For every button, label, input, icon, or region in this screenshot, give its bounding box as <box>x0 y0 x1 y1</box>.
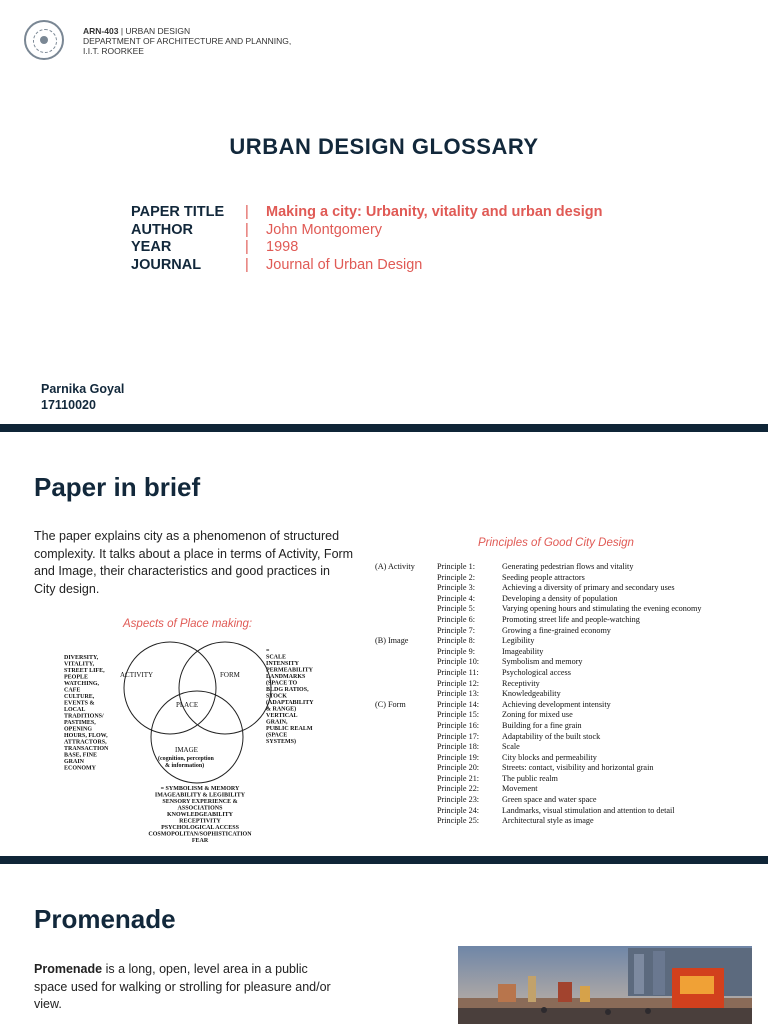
venn-attribute: TRADITIONS/ <box>64 713 104 720</box>
principle-number: Principle 23: <box>437 795 480 805</box>
principle-number: Principle 12: <box>437 678 480 688</box>
principle-text: Symbolism and memory <box>502 657 583 667</box>
meta-key: PAPER TITLE <box>131 204 225 220</box>
principle-text: Psychological access <box>502 667 571 677</box>
section-heading: Paper in brief <box>34 472 201 502</box>
principle-number: Principle 18: <box>437 742 480 752</box>
principle-group <box>375 689 437 700</box>
venn-attribute: TRANSACTION <box>64 746 109 752</box>
meta-value: Making a city: Urbanity, vitality and urban design <box>266 204 603 220</box>
principles-table <box>375 562 701 827</box>
venn-attribute: BASE, FINE <box>64 752 98 759</box>
principle-number: Principle 22: <box>437 784 480 794</box>
principle-text: Legibility <box>502 636 535 646</box>
meta-row-author <box>131 222 603 240</box>
venn-attribute: STREET LIFE, <box>64 668 105 674</box>
principle-text: Receptivity <box>502 678 540 688</box>
venn-attribute: LANDMARKS <box>266 674 306 680</box>
principle-text: Growing a fine-grained economy <box>502 625 611 635</box>
principle-row <box>375 816 701 827</box>
principle-row <box>375 583 701 594</box>
venn-attribute: (SPACE TO <box>266 680 298 687</box>
form-attributes-list <box>266 648 314 745</box>
principle-text: Achieving a diversity of primary and secondary uses <box>502 583 675 593</box>
principle-number: Principle 1: <box>437 562 475 571</box>
promenade-term: Promenade <box>34 962 103 976</box>
venn-activity-label: ACTIVITY <box>120 671 154 679</box>
principle-text: Generating pedestrian flows and vitality <box>502 562 634 571</box>
venn-attribute: ECONOMY <box>64 765 96 772</box>
image-attributes-list <box>148 786 252 844</box>
venn-attribute: WATCHING, <box>64 681 100 687</box>
venn-attribute: (SPACE <box>266 732 288 739</box>
principle-group <box>375 573 437 584</box>
venn-attribute: ATTRACTORS, <box>64 739 107 746</box>
principle-group <box>375 626 437 637</box>
principle-group <box>375 668 437 679</box>
principle-number: Principle 21: <box>437 773 480 783</box>
course-code: ARN-403 <box>83 26 119 36</box>
venn-attribute: (ADAPTABILITY <box>266 700 314 706</box>
principle-number: Principle 2: <box>437 572 475 582</box>
principle-row <box>375 721 701 732</box>
principle-row <box>375 763 701 774</box>
venn-attribute: CULTURE, <box>64 694 95 700</box>
principle-row <box>375 806 701 817</box>
principle-number: Principle 24: <box>437 805 480 815</box>
principle-row <box>375 679 701 690</box>
venn-attribute: VERTICAL <box>266 713 298 719</box>
venn-place-label: PLACE <box>176 701 199 709</box>
venn-attribute: RECEPTIVITY <box>179 818 221 825</box>
aspects-caption: Aspects of Place making: <box>123 618 253 630</box>
paper-meta <box>131 204 603 274</box>
principle-text: Scale <box>502 742 520 752</box>
principle-text: Green space and water space <box>502 795 597 805</box>
principle-row <box>375 732 701 743</box>
venn-attribute: VITALITY, <box>64 661 95 668</box>
venn-attribute: SENSORY EXPERIENCE & <box>162 799 238 805</box>
meta-key: JOURNAL <box>131 256 202 273</box>
course-header <box>83 26 291 56</box>
principle-group <box>375 679 437 690</box>
principle-number: Principle 14: <box>437 699 480 709</box>
activity-circle <box>124 642 216 734</box>
principle-group <box>375 710 437 721</box>
venn-attribute: & RANGE) <box>266 706 297 713</box>
meta-separator: | <box>245 221 249 238</box>
meta-key: AUTHOR <box>131 221 194 238</box>
promenade-definition-text: is a long, open, level area in a public space used for walking or strolling for pleasure and/or view. <box>34 962 331 1011</box>
principle-text: Architectural style as image <box>502 816 594 826</box>
principle-row <box>375 604 701 615</box>
meta-row-journal <box>131 257 603 275</box>
venn-attribute: OPENING <box>64 726 93 733</box>
principle-row <box>375 573 701 584</box>
principle-group <box>375 742 437 753</box>
venn-attribute: SCALE <box>266 654 287 661</box>
venn-attribute: STOCK <box>266 693 287 700</box>
principles-caption: Principles of Good City Design <box>478 537 634 549</box>
venn-image-sub: & information) <box>165 763 205 769</box>
venn-attribute: = <box>266 648 270 654</box>
principle-group <box>375 604 437 615</box>
principle-row <box>375 636 701 647</box>
principle-text: Developing a density of population <box>502 593 618 603</box>
principle-text: Landmarks, visual stimulation and attention to detail <box>502 805 675 815</box>
principle-number: Principle 19: <box>437 752 480 762</box>
section-heading: Promenade <box>34 904 176 934</box>
principle-number: Principle 11: <box>437 667 479 677</box>
principle-number: Principle 6: <box>437 614 475 624</box>
venn-attribute: SYSTEMS) <box>266 739 297 745</box>
meta-value: John Montgomery <box>266 221 383 238</box>
student-roll: 17110020 <box>41 398 96 412</box>
department: DEPARTMENT OF ARCHITECTURE AND PLANNING, <box>83 36 292 46</box>
principle-text: Adaptability of the built stock <box>502 731 601 741</box>
principle-number: Principle 10: <box>437 657 480 667</box>
meta-separator: | <box>245 204 249 220</box>
principle-text: Movement <box>502 784 538 794</box>
principle-row <box>375 615 701 626</box>
principle-group: (B) Image <box>375 636 409 646</box>
principle-text: Promoting street life and people-watching <box>502 614 640 624</box>
principle-number: Principle 5: <box>437 604 475 614</box>
principle-group <box>375 583 437 594</box>
venn-attribute: KNOWLEDGEABILITY <box>166 812 234 818</box>
principle-row <box>375 657 701 668</box>
principle-number: Principle 9: <box>437 646 475 656</box>
venn-attribute: CAFE <box>64 687 81 694</box>
principle-row <box>375 753 701 764</box>
meta-key: YEAR <box>131 239 172 255</box>
venn-attribute: PEOPLE <box>64 674 89 681</box>
principle-text: Streets: contact, visibility and horizontal grain <box>502 763 654 773</box>
principle-text: Achieving development intensity <box>502 699 611 709</box>
principle-row <box>375 689 701 700</box>
principle-number: Principle 16: <box>437 720 480 730</box>
venn-attribute: PERMEABILITY <box>266 667 314 674</box>
principle-text: Seeding people attractors <box>502 572 585 582</box>
principle-group <box>375 774 437 785</box>
principle-number: Principle 13: <box>437 689 480 699</box>
principle-group <box>375 721 437 732</box>
title-slide <box>0 0 768 424</box>
principle-group: (C) Form <box>375 699 406 709</box>
principle-text: Varying opening hours and stimulating the evening economy <box>502 604 702 614</box>
principle-row <box>375 647 701 658</box>
principle-text: City blocks and permeability <box>502 752 597 762</box>
principle-group <box>375 732 437 743</box>
principle-text: Knowledgeability <box>502 689 561 699</box>
principle-row <box>375 742 701 753</box>
principle-group <box>375 816 437 827</box>
meta-row-paper-title <box>131 204 603 222</box>
divider-band <box>0 856 768 864</box>
principle-group <box>375 647 437 658</box>
principle-group <box>375 615 437 626</box>
venn-form-label: FORM <box>220 671 240 679</box>
meta-separator: | <box>245 239 249 255</box>
principle-group <box>375 784 437 795</box>
venn-attribute: HOURS, FLOW, <box>64 733 108 739</box>
brief-text: The paper explains city as a phenomenon of structured complexity. It talks about a place in terms of Activity, Form and Image, their characteristics and good practices in City design. <box>34 529 354 596</box>
principle-number: Principle 8: <box>437 636 475 646</box>
principle-group <box>375 594 437 605</box>
principle-number: Principle 17: <box>437 731 480 741</box>
venn-attribute: BLDG RATIOS, <box>266 687 309 693</box>
principle-group <box>375 806 437 817</box>
divider-band <box>0 424 768 432</box>
principle-text: Building for a fine grain <box>502 720 582 730</box>
venn-attribute: LOCAL <box>64 707 86 713</box>
principle-number: Principle 3: <box>437 583 475 593</box>
student-info <box>41 381 124 413</box>
principle-group: (A) Activity <box>375 562 415 571</box>
venn-attribute: IMAGEABILITY & LEGIBILITY <box>154 792 246 799</box>
principle-row <box>375 700 701 711</box>
venn-attribute: EVENTS & <box>64 700 95 707</box>
activity-attributes-list <box>64 655 109 772</box>
principle-text: Zoning for mixed use <box>502 710 573 720</box>
venn-attribute: ASSOCIATIONS <box>177 805 223 812</box>
principle-number: Principle 7: <box>437 625 475 635</box>
venn-attribute: = SYMBOLISM & MEMORY <box>160 786 240 792</box>
principle-row <box>375 594 701 605</box>
promenade-definition <box>34 961 334 1014</box>
principle-group <box>375 763 437 774</box>
paper-brief-slide <box>0 432 768 856</box>
principle-number: Principle 20: <box>437 763 480 773</box>
form-circle <box>179 642 271 734</box>
venn-image-sub: (cognition, perception <box>158 756 214 762</box>
principle-row <box>375 562 701 573</box>
venn-attribute: PUBLIC REALM <box>266 726 313 732</box>
principle-group <box>375 657 437 668</box>
iit-roorkee-seal-icon <box>24 20 64 60</box>
student-name: Parnika Goyal <box>41 382 125 396</box>
principle-row <box>375 795 701 806</box>
principle-text: The public realm <box>502 773 558 783</box>
promenade-slide <box>0 864 768 1024</box>
meta-row-year <box>131 239 603 257</box>
principle-number: Principle 15: <box>437 710 480 720</box>
meta-value: 1998 <box>266 239 299 255</box>
venn-attribute: PASTIMES, <box>64 720 96 726</box>
principle-group <box>375 795 437 806</box>
principle-row <box>375 774 701 785</box>
principle-text: Imageability <box>502 646 544 656</box>
venn-attribute: DIVERSITY, <box>64 655 99 661</box>
principle-number: Principle 4: <box>437 593 475 603</box>
principle-row <box>375 626 701 637</box>
venn-attribute: PSYCHOLOGICAL ACCESS <box>161 825 239 831</box>
principle-row <box>375 710 701 721</box>
course-name: | URBAN DESIGN <box>120 26 191 36</box>
meta-value: Journal of Urban Design <box>266 256 423 273</box>
venn-image-label: IMAGE <box>175 746 198 754</box>
principle-row <box>375 668 701 679</box>
venn-attribute: GRAIN, <box>266 719 288 726</box>
meta-separator: | <box>245 256 249 273</box>
promenade-photo <box>458 946 752 1024</box>
institute: I.I.T. ROORKEE <box>83 46 144 56</box>
glossary-title: URBAN DESIGN GLOSSARY <box>229 134 539 159</box>
venn-attribute: FEAR <box>191 838 209 844</box>
principle-row <box>375 784 701 795</box>
place-making-venn-diagram <box>60 639 350 851</box>
principle-number: Principle 25: <box>437 816 480 826</box>
principle-group <box>375 753 437 764</box>
venn-attribute: GRAIN <box>64 759 85 765</box>
venn-attribute: INTENSITY <box>266 661 300 667</box>
venn-attribute: COSMOPOLITAN/SOPHISTICATION <box>148 831 252 838</box>
